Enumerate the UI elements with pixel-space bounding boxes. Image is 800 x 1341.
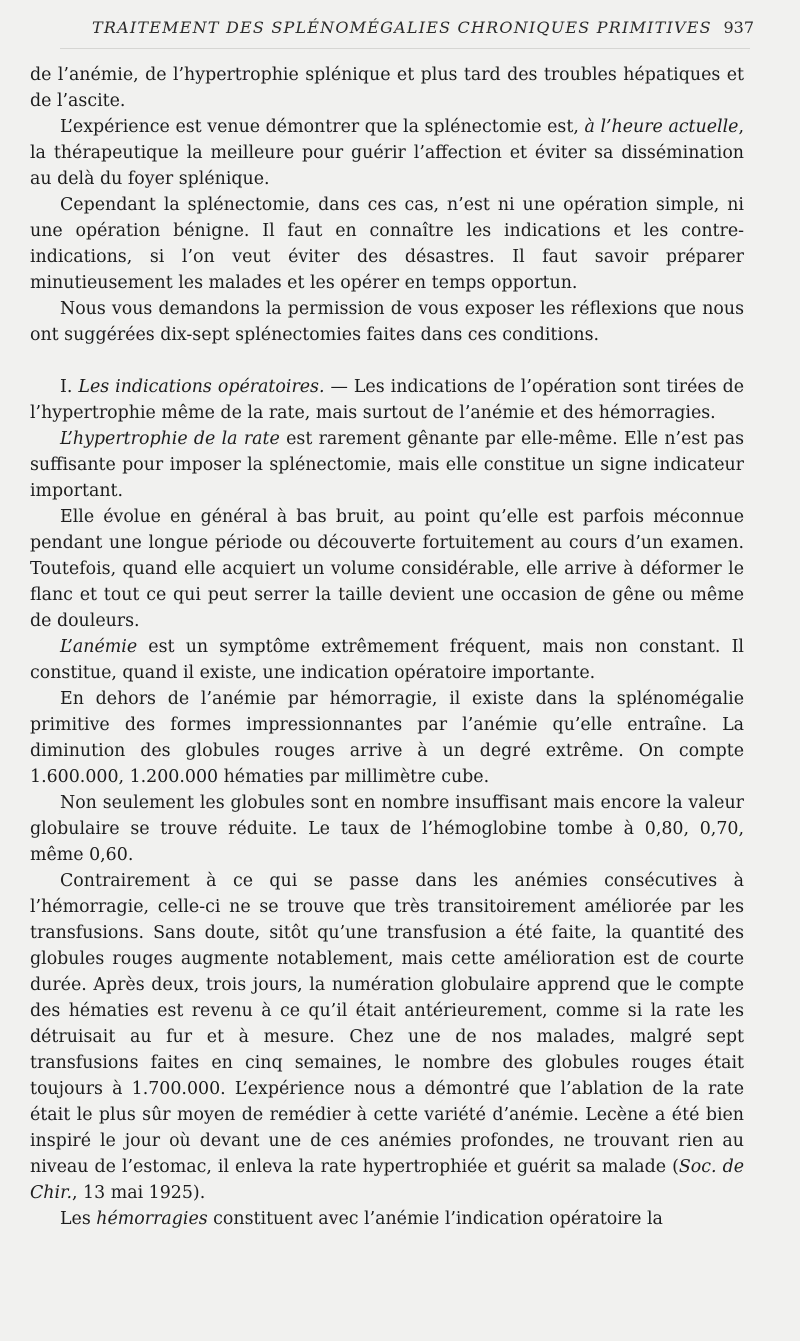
paragraph: Nous vous demandons la permission de vous exposer les réflexions que nous ont suggérées dix-sept splénectomies faites dans ces conditions. [30,299,744,345]
paragraph: Non seulement les globules sont en nombre insuffisant mais encore la valeur globulaire se trouve réduite. Le taux de l’hémoglobine tombe à 0,80, 0,70, même 0,60. [30,793,744,865]
running-head [0,18,800,44]
paragraph: Les hémorragies constituent avec l’anémie l’indication opératoire la [60,1209,663,1229]
header-divider [60,48,750,49]
paragraph: Elle évolue en général à bas bruit, au point qu’elle est parfois méconnue pendant une longue période ou découverte fortuitement au cours d’un examen. Toutefois, quand elle acquiert un volume considérable, elle arrive à déformer le flanc et tout ce qui peut serrer la taille devient une occasion de gêne ou même de douleurs. [30,507,744,631]
page-number: 937 [723,18,754,37]
section-title: Les indications opératoires. [78,377,325,397]
italic-phrase: L’hypertrophie de la rate [60,429,280,449]
paragraph: En dehors de l’anémie par hémorragie, il existe dans la splénomégalie primitive des formes impressionnantes par l’anémie qu’elle entraîne. La diminution des globules rouges arrive à un degré extrême. On compte 1.600.000, 1.200.000 hématies par millimètre cube. [30,689,744,787]
paragraph: de l’anémie, de l’hypertrophie splénique et plus tard des troubles hépatiques et de l’ascite. [30,65,744,111]
paragraph: Contrairement à ce qui se passe dans les anémies consécutives à l’hémorragie, celle-ci ne se trouve que très transitoirement améliorée par les transfusions. Sans doute, sitôt qu’une transfusion a été faite, la quantité des globules rouges augmente notablement, mais cette amélioration est de courte durée. Après deux, trois jours, la numération globulaire apprend que le compte des hématies est revenu à ce qu’il était antérieurement, comme si la rate les détruisait au fur et à mesure. Chez une de nos malades, malgré sept transfusions faites en cinq semaines, le nombre des globules rouges était toujours à 1.700.000. L’expérience nous a démontré que l’ablation de la rate était le plus sûr moyen de remédier à cette variété d’anémie. Lecène a été bien inspiré le jour où devant une de ces anémies profondes, ne trouvant rien au niveau de l’estomac, il enleva la rate hypertrophiée et guérit sa malade (Soc. de Chir., 13 mai 1925). [30,871,744,1203]
paragraph: L’hypertrophie de la rate est rarement gênante par elle-même. Elle n’est pas suffisante pour imposer la splénectomie, mais elle constitue un signe indicateur important. [30,429,744,501]
paragraph: L’anémie est un symptôme extrêmement fréquent, mais non constant. Il constitue, quand il existe, une indication opératoire importante. [30,637,744,683]
paragraph: Cependant la splénectomie, dans ces cas, n’est ni une opération simple, ni une opération bénigne. Il faut en connaître les indications et les contre-indications, si l’on veut éviter des désastres. Il faut savoir préparer minutieusement les malades et les opérer en temps opportun. [30,195,744,293]
body-text [30,62,744,1232]
italic-phrase: L’anémie [60,637,138,657]
italic-phrase: à l’heure actuelle [584,117,739,137]
citation-source: Soc. de Chir. [30,1157,744,1203]
section-heading-paragraph: I. Les indications opératoires. — Les indications de l’opération sont tirées de l’hypertrophie même de la rate, mais surtout de l’anémie et des hémorragies. [30,377,744,423]
paragraph: L’expérience est venue démontrer que la splénectomie est, à l’heure actuelle, la thérapeutique la meilleure pour guérir l’affection et éviter sa dissémination au delà du foyer splénique. [30,117,744,189]
italic-phrase: hémorragies [96,1209,208,1229]
running-title: TRAITEMENT DES SPLÉNOMÉGALIES CHRONIQUES PRIMITIVES [92,18,712,37]
